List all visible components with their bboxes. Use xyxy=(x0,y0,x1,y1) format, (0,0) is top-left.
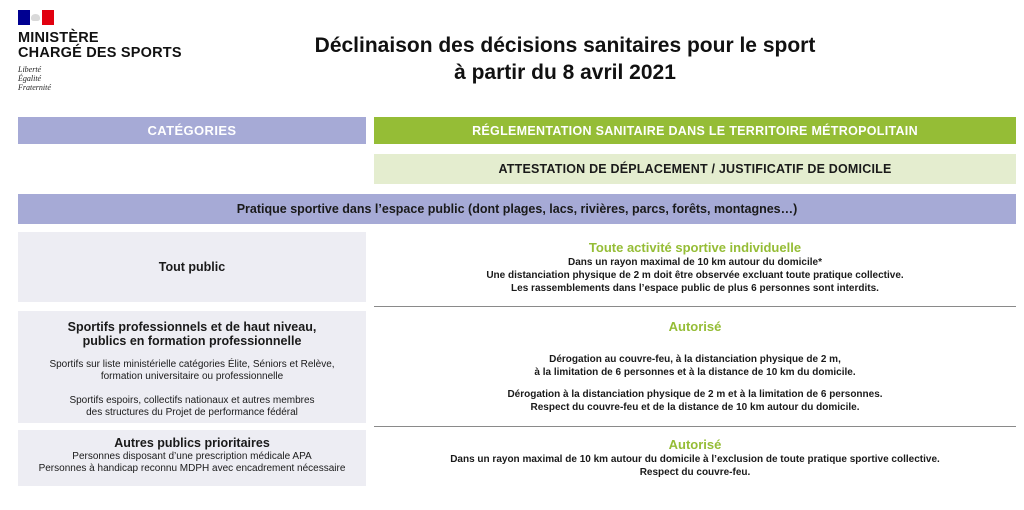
category-cell-general-public xyxy=(18,232,366,302)
rule-line: Dérogation à la distanciation physique de 2 m et à la limitation de 6 personnes. xyxy=(507,389,883,400)
page-title xyxy=(240,32,890,86)
categories-header: CATÉGORIES xyxy=(18,117,366,144)
rule-heading: Autorisé xyxy=(668,437,722,452)
category-subtext-line: Sportifs sur liste ministérielle catégories Élite, Séniors et Relève, xyxy=(49,359,335,370)
row-divider xyxy=(374,426,1016,427)
rule-cell-priority-publics xyxy=(374,437,1016,479)
rule-line: Dans un rayon maximal de 10 km autour du domicile* xyxy=(568,257,822,268)
category-subtext-line: des structures du Projet de performance fédéral xyxy=(86,407,298,418)
category-title-line1: Sportifs professionnels et de haut niveau, xyxy=(67,320,317,334)
motto-fraternite: Fraternité xyxy=(18,83,51,92)
motto-egalite: Égalité xyxy=(18,74,42,83)
rule-block-espoirs xyxy=(374,388,1016,414)
motto-liberte: Liberté xyxy=(18,65,42,74)
rule-block-elite xyxy=(374,353,1016,379)
rule-line: Respect du couvre-feu et de la distance de 10 km autour du domicile. xyxy=(530,402,860,413)
regulation-header: RÉGLEMENTATION SANITAIRE DANS LE TERRITOIRE MÉTROPOLITAIN xyxy=(374,117,1016,144)
category-title: Tout public xyxy=(158,260,226,274)
rule-heading-professional xyxy=(374,319,1016,335)
rule-heading: Autorisé xyxy=(668,319,722,334)
page-title-line2: à partir du 8 avril 2021 xyxy=(454,61,676,84)
rule-line: Une distanciation physique de 2 m doit être observée excluant toute pratique collective. xyxy=(486,270,904,281)
marianne-flag-icon xyxy=(18,10,54,25)
category-cell-professional-athletes xyxy=(18,311,366,423)
rule-cell-general-public xyxy=(374,240,1016,295)
category-title-line2: publics en formation professionnelle xyxy=(82,334,302,348)
row-divider xyxy=(374,306,1016,307)
category-subtext-line: Personnes disposant d’une prescription médicale APA xyxy=(72,451,312,462)
page-title-line1: Déclinaison des décisions sanitaires pour le sport xyxy=(314,34,816,57)
category-subtext-line: formation universitaire ou professionnelle xyxy=(100,371,284,382)
rule-line: Dans un rayon maximal de 10 km autour du domicile à l’exclusion de toute pratique sportive collective. xyxy=(450,454,940,465)
rule-line: Les rassemblements dans l’espace public de plus 6 personnes sont interdits. xyxy=(511,283,879,294)
category-cell-priority-publics xyxy=(18,430,366,486)
rule-line: Respect du couvre-feu. xyxy=(639,467,751,478)
attestation-header: ATTESTATION DE DÉPLACEMENT / JUSTIFICATIF DE DOMICILE xyxy=(374,154,1016,184)
rule-line: à la limitation de 6 personnes et à la distance de 10 km du domicile. xyxy=(534,367,856,378)
republic-motto xyxy=(18,65,188,92)
category-title: Autres publics prioritaires xyxy=(114,436,270,450)
rule-line: Dérogation au couvre-feu, à la distanciation physique de 2 m, xyxy=(549,354,841,365)
public-space-header: Pratique sportive dans l’espace public (dont plages, lacs, rivières, parcs, forêts, montagnes…) xyxy=(18,194,1016,224)
category-subtext-line: Personnes à handicap reconnu MDPH avec encadrement nécessaire xyxy=(38,463,346,474)
ministry-name-line1: MINISTÈRE xyxy=(18,30,99,46)
category-subtext-line: Sportifs espoirs, collectifs nationaux et autres membres xyxy=(69,395,315,406)
ministry-name-line2: CHARGÉ DES SPORTS xyxy=(18,45,182,61)
rule-heading: Toute activité sportive individuelle xyxy=(588,240,802,255)
ministry-logo xyxy=(18,10,188,92)
